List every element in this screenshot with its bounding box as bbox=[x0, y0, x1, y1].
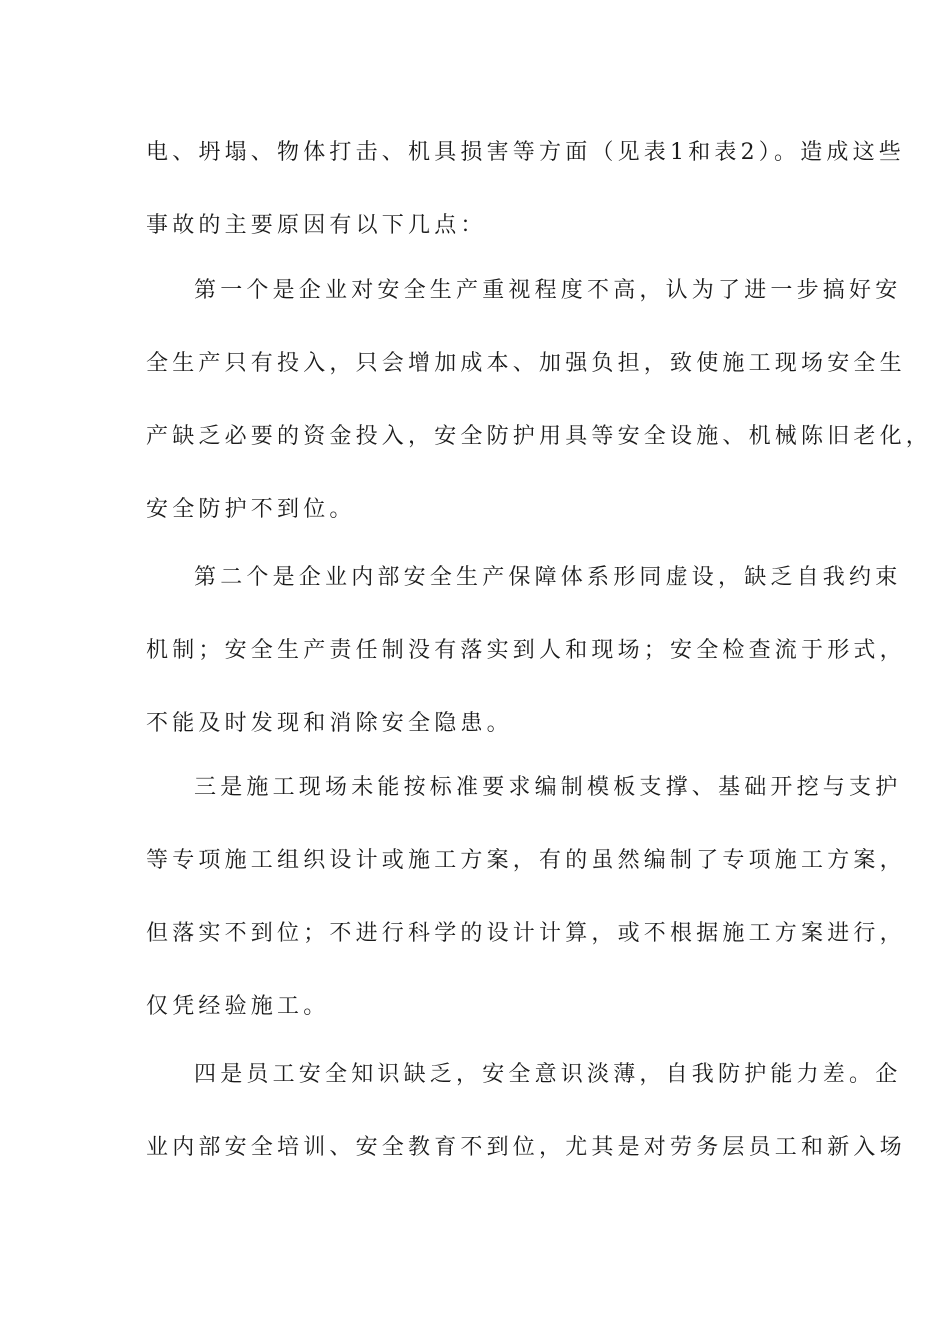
text-line: 业内部安全培训、安全教育不到位，尤其是对劳务层员工和新入场 bbox=[146, 1135, 906, 1160]
text-line: 等专项施工组织设计或施工方案，有的虽然编制了专项施工方案， bbox=[146, 848, 906, 873]
text-line: 安全防护不到位。 bbox=[146, 497, 356, 522]
text-line: 全生产只有投入，只会增加成本、加强负担，致使施工现场安全生 bbox=[146, 351, 906, 376]
paragraph-first-line: 第二个是企业内部安全生产保障体系形同虚设，缺乏自我约束 bbox=[194, 565, 902, 590]
paragraph-first-line: 四是员工安全知识缺乏，安全意识淡薄，自我防护能力差。企 bbox=[194, 1062, 902, 1087]
text-line: 不能及时发现和消除安全隐患。 bbox=[146, 711, 513, 736]
text-line: 仅凭经验施工。 bbox=[146, 994, 330, 1019]
paragraph-first-line: 三是施工现场未能按标准要求编制模板支撑、基础开挖与支护 bbox=[194, 775, 902, 800]
text-line: 电、坍塌、物体打击、机具损害等方面（见表1和表2）。造成这些 bbox=[146, 140, 905, 165]
text-line: 产缺乏必要的资金投入，安全防护用具等安全设施、机械陈旧老化， bbox=[146, 424, 933, 449]
paragraph-first-line: 第一个是企业对安全生产重视程度不高，认为了进一步搞好安 bbox=[194, 278, 902, 303]
text-line: 事故的主要原因有以下几点： bbox=[146, 213, 487, 238]
text-line: 机制；安全生产责任制没有落实到人和现场；安全检查流于形式， bbox=[146, 638, 906, 663]
text-line: 但落实不到位；不进行科学的设计计算，或不根据施工方案进行， bbox=[146, 921, 906, 946]
